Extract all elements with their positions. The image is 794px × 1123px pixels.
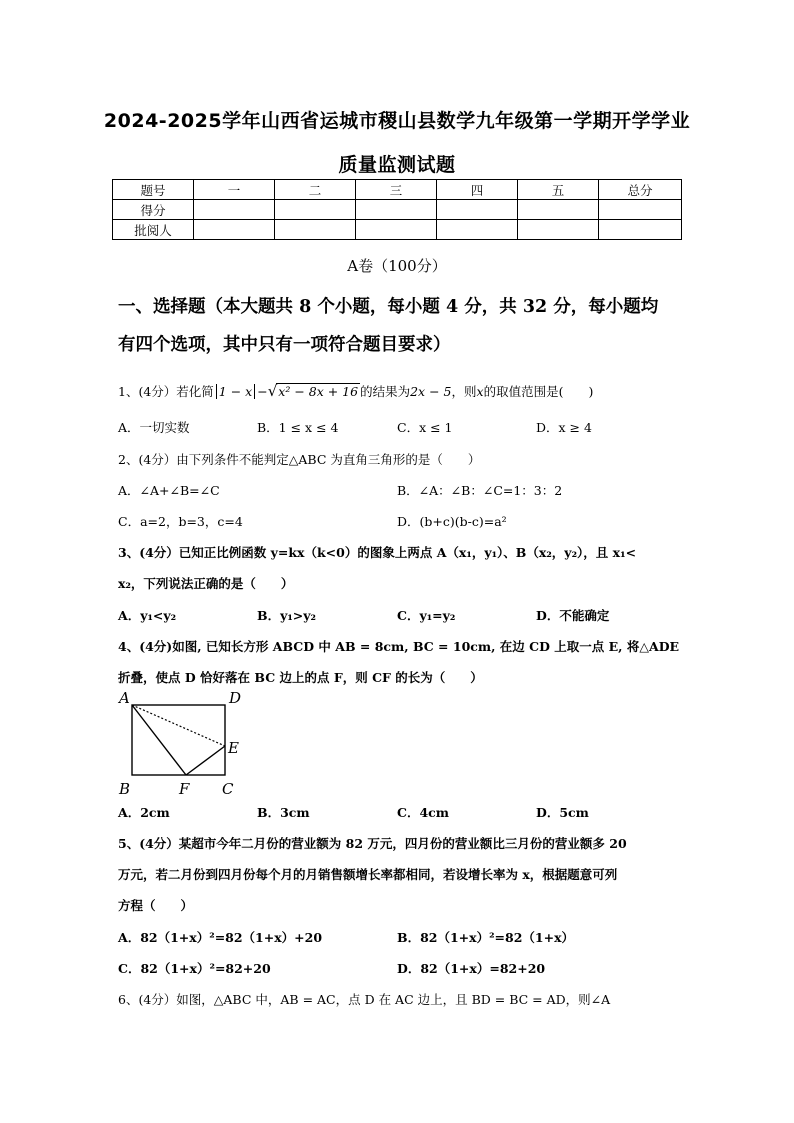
q4-stem-line2: 折叠，使点 D 恰好落在 BC 边上的点 F，则 CF 的长为（ ） bbox=[118, 670, 483, 685]
label-d: D bbox=[229, 689, 242, 707]
q2-option-c: C．a=2，b=3，c=4 bbox=[118, 514, 243, 529]
score-table-cell: 总分 bbox=[599, 180, 682, 200]
q5-option-b: B．82（1+x）²=82（1+x） bbox=[397, 930, 575, 945]
score-table-cell bbox=[518, 220, 599, 240]
score-table-cell bbox=[275, 220, 356, 240]
q4-option-d: D．5cm bbox=[536, 805, 589, 820]
q1-suffix: ，则 bbox=[451, 384, 477, 399]
section-label: A卷（100分） bbox=[347, 257, 447, 275]
q1-var: x bbox=[476, 384, 484, 399]
q3-option-a: A．y₁<y₂ bbox=[118, 608, 177, 623]
score-table-cell: 五 bbox=[518, 180, 599, 200]
q1-sqrt-expr: x² − 8x + 16 bbox=[278, 384, 359, 399]
label-f: F bbox=[179, 780, 190, 798]
q2-stem: 2、(4分）由下列条件不能判定△ABC 为直角三角形的是（ ） bbox=[118, 452, 481, 467]
label-b: B bbox=[119, 780, 131, 798]
q4-option-c: C．4cm bbox=[397, 805, 449, 820]
score-table-row bbox=[113, 220, 682, 240]
score-table-header-row bbox=[113, 180, 682, 200]
q1-result: 2x − 5 bbox=[410, 384, 452, 399]
segment-fe bbox=[186, 746, 225, 775]
q5-option-d: D．82（1+x）=82+20 bbox=[397, 961, 546, 976]
score-table-cell bbox=[356, 220, 437, 240]
q5-stem-line3: 方程（ ） bbox=[118, 898, 194, 913]
score-table-cell: 题号 bbox=[113, 180, 194, 200]
q1-end: 的取值范围是( ) bbox=[483, 384, 594, 399]
q3-option-d: D．不能确定 bbox=[536, 608, 610, 623]
q1-option-b: B．1 ≤ x ≤ 4 bbox=[257, 420, 339, 435]
score-table-cell bbox=[599, 220, 682, 240]
q4-option-a: A．2cm bbox=[118, 805, 170, 820]
q2-option-a: A．∠A+∠B=∠C bbox=[118, 483, 220, 498]
q1-middle: 的结果为 bbox=[360, 384, 411, 399]
q3-stem-line1: 3、(4分）已知正比例函数 y=kx（k<0）的图象上两点 A（x₁，y₁）、B（x₂，y₂），且 x₁< bbox=[118, 545, 637, 560]
score-table-cell bbox=[518, 200, 599, 220]
score-table-cell: 得分 bbox=[113, 200, 194, 220]
score-table-cell bbox=[194, 200, 275, 220]
section1-title-line2: 有四个选项，其中只有一项符合题目要求） bbox=[118, 335, 451, 355]
section1-title-line1: 一、选择题（本大题共 8 个小题，每小题 4 分，共 32 分，每小题均 bbox=[118, 297, 659, 317]
score-table-cell bbox=[275, 200, 356, 220]
label-e: E bbox=[228, 739, 239, 757]
q3-option-c: C．y₁=y₂ bbox=[397, 608, 456, 623]
q1-option-d: D．x ≥ 4 bbox=[536, 420, 592, 435]
q1-option-c: C．x ≤ 1 bbox=[397, 420, 453, 435]
score-table bbox=[112, 179, 682, 240]
score-table-cell bbox=[437, 220, 518, 240]
score-table-cell bbox=[194, 220, 275, 240]
q1-option-a: A．一切实数 bbox=[118, 420, 190, 435]
q1-prefix: 1、(4分）若化简 bbox=[118, 384, 214, 399]
q4-stem-line1: 4、(4分)如图, 已知长方形 ABCD 中 AB = 8cm, BC = 10cm, 在边 CD 上取一点 E, 将△ADE bbox=[118, 639, 680, 654]
exam-title-line1: 2024-2025学年山西省运城市稷山县数学九年级第一学期开学学业 bbox=[103, 110, 691, 132]
fold-line-ae bbox=[132, 705, 225, 746]
q5-stem-line2: 万元，若二月份到四月份每个月的月销售额增长率都相同，若设增长率为 x，根据题意可列 bbox=[118, 867, 618, 882]
q4-option-b: B．3cm bbox=[257, 805, 310, 820]
q3-option-b: B．y₁>y₂ bbox=[257, 608, 317, 623]
score-table-cell: 一 bbox=[194, 180, 275, 200]
score-table-cell: 四 bbox=[437, 180, 518, 200]
score-table-cell bbox=[437, 200, 518, 220]
score-table-cell bbox=[599, 200, 682, 220]
q2-option-d: D．(b+c)(b-c)=a² bbox=[397, 514, 507, 529]
label-c: C bbox=[222, 780, 234, 798]
segment-af bbox=[132, 705, 186, 775]
label-a: A bbox=[119, 689, 130, 707]
score-table-cell bbox=[356, 200, 437, 220]
q1-stem: 1、(4分）若化简 1 − x −√x² − 8x + 16 的结果为2x − 5，则x的取值范围是( ) bbox=[118, 382, 594, 400]
score-table-row bbox=[113, 200, 682, 220]
q3-stem-line2: x₂，下列说法正确的是（ ） bbox=[118, 576, 294, 591]
q2-option-b: B．∠A：∠B：∠C=1：3：2 bbox=[397, 483, 563, 498]
q5-stem-line1: 5、(4分）某超市今年二月份的营业额为 82 万元，四月份的营业额比三月份的营业额多 20 bbox=[118, 836, 627, 851]
score-table-cell: 批阅人 bbox=[113, 220, 194, 240]
q1-abs-expr: 1 − x bbox=[218, 384, 253, 399]
q5-option-a: A．82（1+x）²=82（1+x）+20 bbox=[118, 930, 323, 945]
q4-rectangle-figure bbox=[112, 688, 252, 800]
q6-stem-line1: 6、(4分）如图，△ABC 中，AB = AC，点 D 在 AC 边上，且 BD = BC = AD，则∠A bbox=[118, 992, 611, 1007]
exam-title-line2: 质量监测试题 bbox=[338, 154, 456, 176]
score-table-cell: 三 bbox=[356, 180, 437, 200]
score-table-cell: 二 bbox=[275, 180, 356, 200]
q5-option-c: C．82（1+x）²=82+20 bbox=[118, 961, 271, 976]
